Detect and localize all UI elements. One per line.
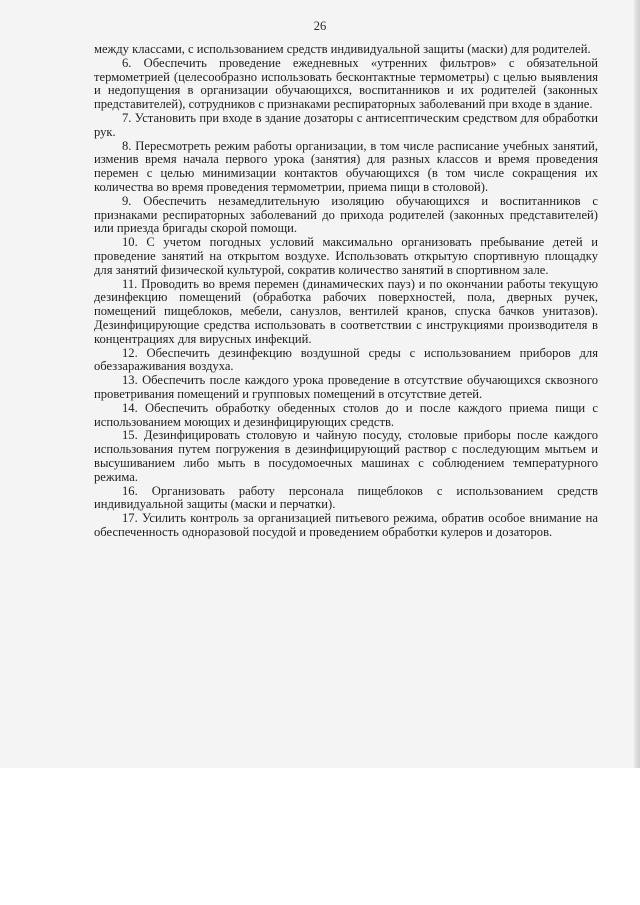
paragraph-item-12: 12. Обеспечить дезинфекцию воздушной среды с использованием приборов для обеззараживания воздуха. (94, 345, 598, 374)
paragraph-item-15: 15. Дезинфицировать столовую и чайную посуду, столовые приборы после каждого использования путем погружения в дезинфицирующий раствор с последующим мытьем и высушиванием либо мыть в посудомоечных машинах с соблюдением температурного режима. (94, 428, 598, 484)
paragraph-item-17: 17. Усилить контроль за организацией питьевого режима, обратив особое внимание на обеспеченность одноразовой посудой и проведением обработки кулеров и дозаторов. (94, 511, 598, 539)
paragraph-item-10: 10. С учетом погодных условий максимально организовать пребывание детей и проведение занятий на открытом воздухе. Использовать открытую спортивную площадку для занятий физической культурой, сократив количество занятий в спортивном зале. (94, 235, 598, 277)
paragraph-item-7: 7. Установить при входе в здание дозаторы с антисептическим средством для обработки рук. (94, 110, 598, 139)
document-body (94, 43, 598, 540)
page-number: 26 (313, 19, 327, 33)
paragraph-item-8: 8. Пересмотреть режим работы организации, в том числе расписание учебных занятий, изменив время начала первого урока (занятия) для разных классов и время проведения перемен с целью минимизации контактов обучающихся (в том числе сокращения их количества во время проведения термометрии, приема пищи в столовой). (94, 138, 598, 194)
paragraph-item-9: 9. Обеспечить незамедлительную изоляцию обучающихся и воспитанников с признаками респираторных заболеваний до прихода родителей (законных представителей) или приезда бригады скорой помощи. (94, 193, 598, 236)
paragraph-item-14: 14. Обеспечить обработку обеденных столов до и после каждого приема пищи с использованием моющих и дезинфицирующих средств. (94, 400, 598, 429)
scan-edge-shadow (634, 0, 640, 768)
paragraph-item-16: 16. Организовать работу персонала пищеблоков с использованием средств индивидуальной защиты (маски и перчатки). (94, 483, 598, 512)
paragraph-item-11: 11. Проводить во время перемен (динамических пауз) и по окончании работы текущую дезинфекцию помещений (обработка рабочих поверхностей, пола, дверных ручек, помещений пищеблоков, мебели, санузлов, вентилей кранов, спуска бачков унитазов). Дезинфицирующие средства использовать в соответствии с инструкциями производителя в концентрациях для вирусных инфекций. (94, 276, 598, 346)
paragraph-continuation: между классами, с использованием средств индивидуальной защиты (маски) для родителей. (94, 42, 591, 56)
paragraph-item-13: 13. Обеспечить после каждого урока проведение в отсутствие обучающихся сквозного проветривания помещений и групповых помещений в отсутствие детей. (94, 373, 598, 401)
paragraph-item-6: 6. Обеспечить проведение ежедневных «утренних фильтров» с обязательной термометрией (целесообразно использовать бесконтактные термометры) с целью выявления и недопущения в организации обучающихся, воспитанников и их родителей (законных представителей), сотрудников с признаками респираторных заболеваний при входе в здание. (94, 55, 598, 112)
blank-area (0, 768, 640, 905)
